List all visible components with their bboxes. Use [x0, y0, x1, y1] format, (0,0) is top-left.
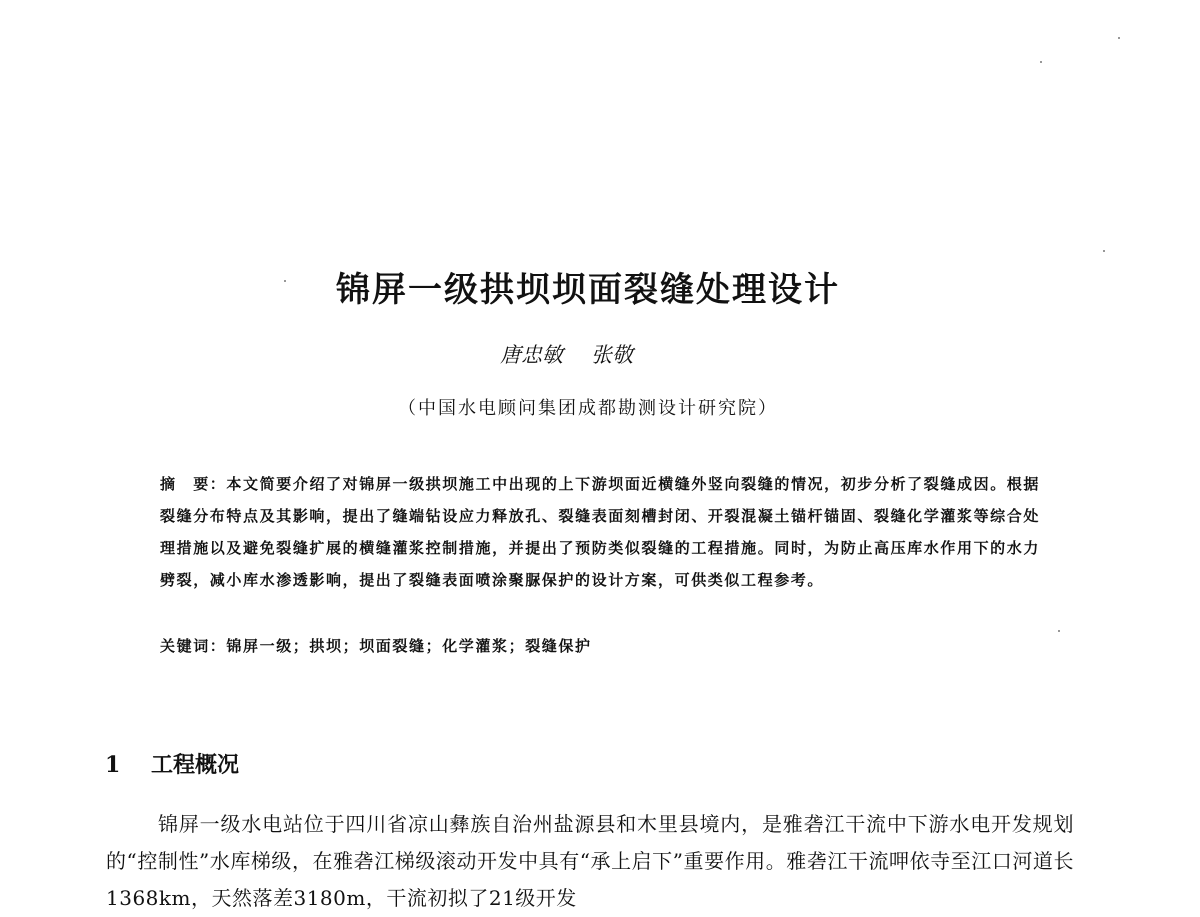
keywords-label: 关键词： [160, 637, 227, 655]
paper-title: 锦屏一级拱坝坝面裂缝处理设计 [336, 269, 840, 310]
section-number: 1 [105, 752, 121, 779]
section-heading [105, 748, 239, 783]
scan-speck [1118, 37, 1120, 39]
scan-speck [1103, 250, 1105, 252]
abstract-text: 本文简要介绍了对锦屏一级拱坝施工中出现的上下游坝面近横缝外竖向裂缝的情况，初步分析了裂缝成因。根据裂缝分布特点及其影响，提出了缝端钻设应力释放孔、裂缝表面刻槽封闭、开裂混凝土锚杆锚固、裂缝化学灌浆等综合处理措施以及避免裂缝扩展的横缝灌浆控制措施，并提出了预防类似裂缝的工程措施。同时，为防止高压库水作用下的水力劈裂，减小库水渗透影响，提出了裂缝表面喷涂聚脲保护的设计方案，可供类似工程参考。 [160, 475, 1040, 589]
scan-speck [1040, 61, 1042, 63]
author-name: 张敬 [591, 343, 633, 367]
author-list [500, 338, 633, 372]
author-name: 唐忠敏 [500, 343, 563, 367]
keywords [160, 630, 1040, 662]
abstract-label: 摘 要： [160, 475, 227, 493]
scan-speck [1058, 630, 1060, 632]
section-body-paragraph: 锦屏一级水电站位于四川省凉山彝族自治州盐源县和木里县境内，是雅砻江干流中下游水电开发规划的“控制性”水库梯级，在雅砻江梯级滚动开发中具有“承上启下”重要作用。雅砻江干流呷依寺至江口河道长1368km，天然落差3180m，干流初拟了21级开发 [106, 812, 1074, 910]
section-title: 工程概况 [151, 753, 240, 779]
keywords-text: 锦屏一级；拱坝；坝面裂缝；化学灌浆；裂缝保护 [226, 637, 592, 655]
abstract [160, 468, 1040, 596]
author-affiliation: （中国水电顾问集团成都勘测设计研究院） [398, 398, 778, 419]
